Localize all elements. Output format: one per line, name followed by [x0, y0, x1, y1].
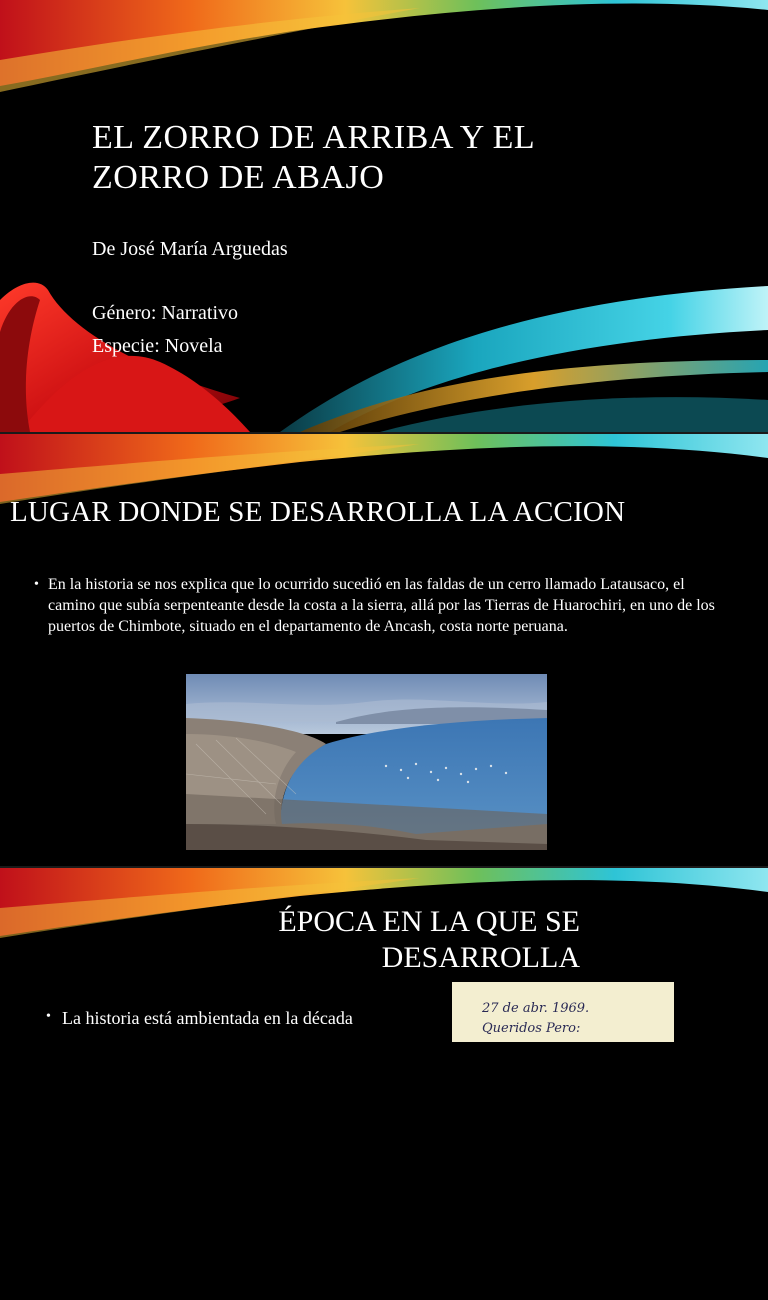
handwritten-letter-image [452, 982, 674, 1042]
chimbote-aerial-photo [186, 674, 547, 850]
city-coast-image [186, 674, 547, 850]
species-line: Especie: Novela [92, 335, 223, 357]
title-slide [0, 0, 768, 432]
bullet-text: En la historia se nos explica que lo ocurrido sucedió en las faldas de un cerro llamado Latausaco, el camino que subía serpenteante desde la costa a la sierra, allá por las Tierras de Huarochiri, en uno de los puertos de Chimbote, situado en el departamento de Ancash, costa norte peruana. [48, 576, 715, 635]
letter-line-2: Queridos Pero: [482, 1021, 581, 1036]
bullet-text: La historia está ambientada en la década [62, 1008, 353, 1028]
list-item [34, 574, 728, 637]
bullet-dot-icon: • [34, 577, 39, 592]
swoosh-background [0, 0, 768, 432]
list-item [46, 1008, 353, 1029]
section-title: LUGAR DONDE SE DESARROLLA LA ACCION [10, 496, 626, 528]
author-line: De José María Arguedas [92, 238, 288, 260]
bullet-dot-icon: • [46, 1009, 51, 1024]
era-slide [0, 868, 768, 1036]
presentation-title: EL ZORRO DE ARRIBA Y EL ZORRO DE ABAJO [92, 119, 536, 196]
letter-line-1: 27 de abr. 1969. [482, 1001, 590, 1016]
genre-line: Género: Narrativo [92, 302, 239, 324]
setting-slide [0, 434, 768, 866]
letter-image [452, 982, 674, 1042]
section-title: ÉPOCA EN LA QUE SE DESARROLLA [278, 905, 580, 974]
